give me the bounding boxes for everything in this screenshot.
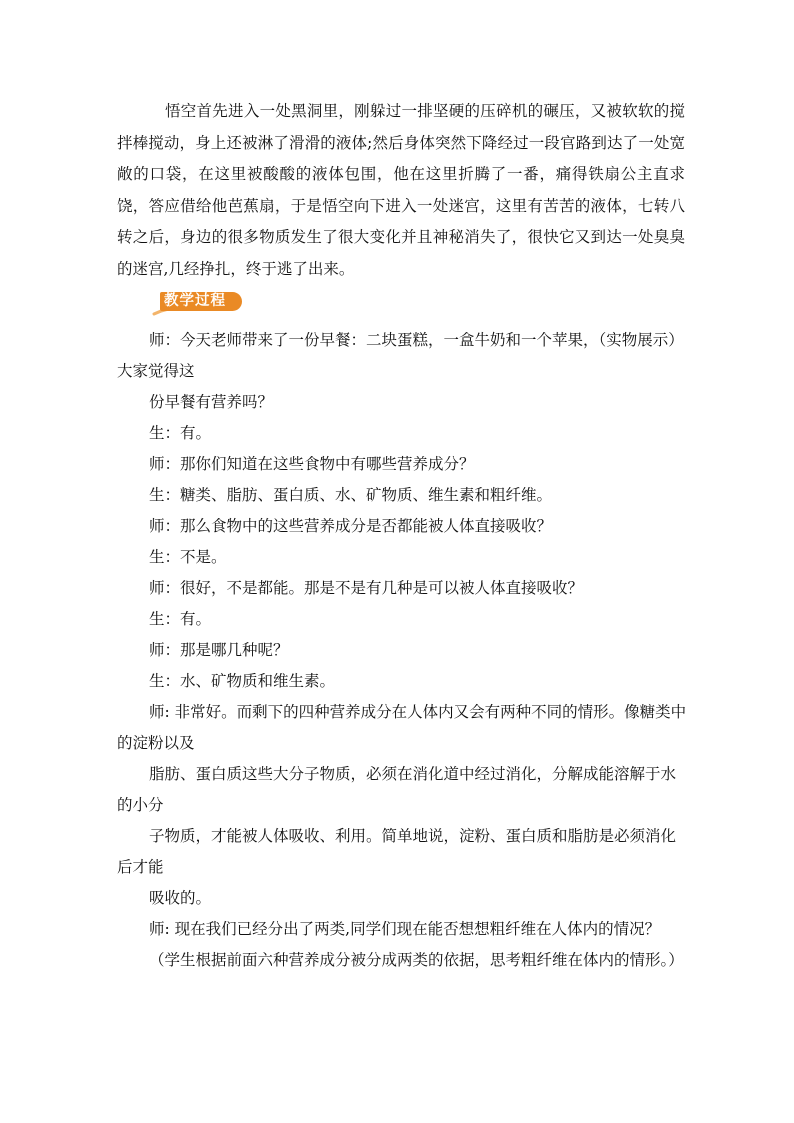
- dialogue-line: 生：有。: [149, 424, 212, 442]
- dialogue-line: 脂肪、蛋白质这些大分子物质，必须在消化道中经过消化，分解成能溶解于水的小分: [117, 765, 677, 814]
- section-badge-label: 教学过程: [164, 293, 226, 309]
- dialogue-line: 吸收的。: [149, 889, 212, 907]
- dialogue-line: 子物质，才能被人体吸收、利用。简单地说，淀粉、蛋白质和脂肪是必须消化后才能: [117, 827, 677, 876]
- dialogue-line: 师：很好，不是都能。那是不是有几种是可以被人体直接吸收？: [149, 579, 584, 597]
- dialogue-line: 师：那是哪几种呢？: [149, 641, 289, 659]
- dialogue-line: 生：不是。: [149, 548, 227, 566]
- intro-paragraph: 悟空首先进入一处黑洞里，刚躲过一排坚硬的压碎机的碾压，又被软软的搅拌棒搅动，身上还被淋了滑滑的液体;然后身体突然下降经过一段官路到达了一处宽敞的口袋，在这里被酸酸的液体包围，他在这里折腾了一番，痛得铁扇公主直求饶，答应借给他芭蕉扇，于是悟空向下进入一处迷宫，这里有苦苦的液体，七转八转之后，身边的很多物质发生了很大变化并且神秘消失了，很快它又到达一处臭臭的迷宫,几经挣扎，终于逃了出来。: [117, 102, 685, 278]
- section-badge: [152, 290, 252, 316]
- dialogue-line: 份早餐有营养吗？: [149, 393, 274, 411]
- dialogue-line: 生：水、矿物质和维生素。: [149, 672, 336, 690]
- dialogue-line: 师：那么食物中的这些营养成分是否都能被人体直接吸收？: [149, 517, 553, 535]
- dialogue-line: 师：今天老师带来了一份早餐：二块蛋糕，一盒牛奶和一个苹果，（实物展示）大家觉得这: [117, 331, 684, 380]
- dialogue-line: （学生根据前面六种营养成分被分成两类的依据，思考粗纤维在体内的情形。）: [149, 951, 684, 969]
- dialogue-section: [117, 325, 687, 976]
- dialogue-line: 生：有。: [149, 610, 212, 628]
- dialogue-line: 师: 现在我们已经分出了两类,同学们现在能否想想粗纤维在人体内的情况？: [149, 920, 661, 938]
- dialogue-line: 生：糖类、脂肪、蛋白质、水、矿物质、维生素和粗纤维。: [149, 486, 553, 504]
- dialogue-line: 师: 非常好。而剩下的四种营养成分在人体内又会有两种不同的情形。像糖类中的淀粉以及: [117, 703, 687, 752]
- dialogue-line: 师：那你们知道在这些食物中有哪些营养成分？: [149, 455, 475, 473]
